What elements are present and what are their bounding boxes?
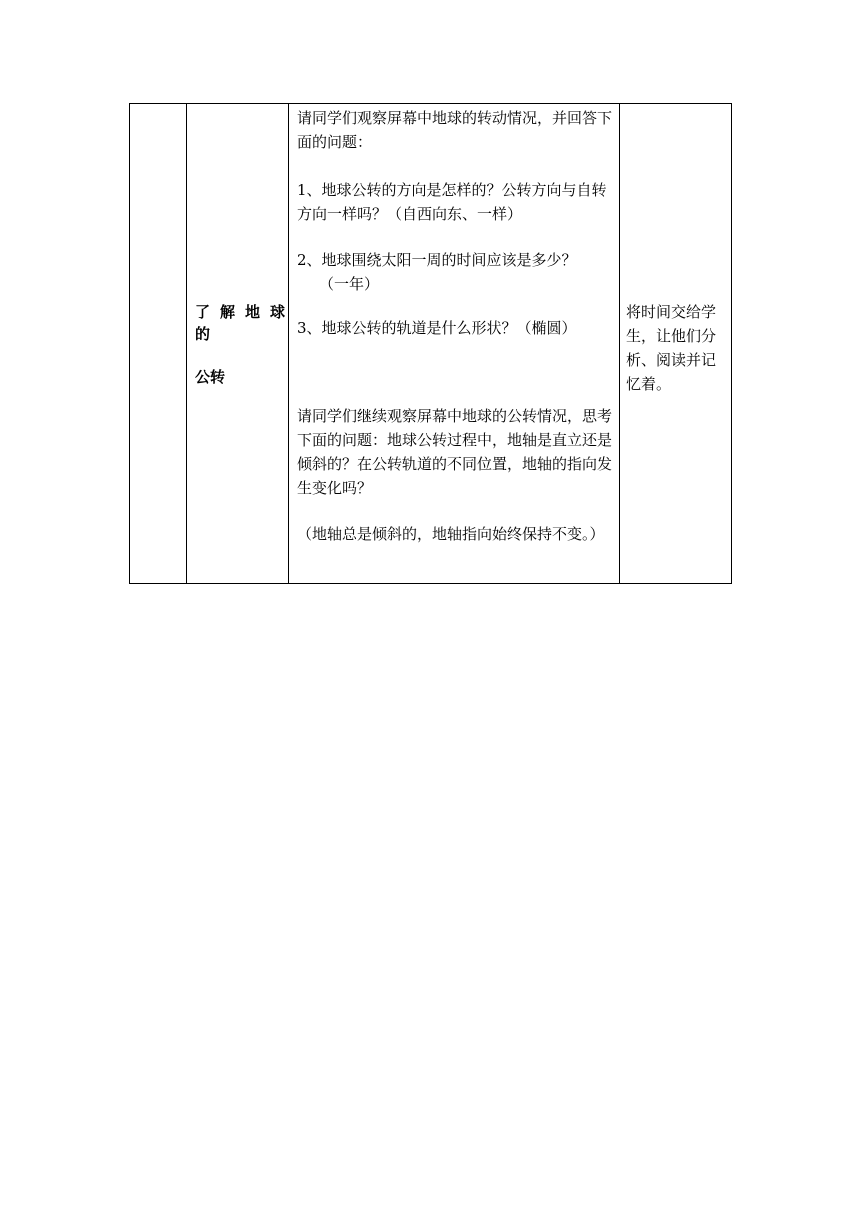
topic-line-2: 的	[195, 325, 211, 343]
content-cell	[289, 104, 620, 584]
answer-paragraph: （地轴总是倾斜的，地轴指向始终保持不变。）	[297, 525, 605, 543]
question-2: 2、地球围绕太阳一周的时间应该是多少？	[297, 251, 577, 269]
topic-label	[195, 301, 285, 388]
topic-cell	[187, 104, 289, 584]
question-2-answer: （一年）	[319, 275, 380, 293]
lesson-plan-table	[129, 103, 732, 584]
question-1: 1、地球公转的方向是怎样的？公转方向与自转方向一样吗？（自西向东、一样）	[297, 181, 607, 223]
topic-line-3: 公转	[195, 368, 226, 386]
topic-line-1: 了解地球	[195, 303, 285, 321]
empty-cell	[130, 104, 187, 584]
table-row	[130, 104, 732, 584]
intro-paragraph: 请同学们观察屏幕中地球的转动情况，并回答下面的问题：	[297, 109, 613, 151]
question-3: 3、地球公转的轨道是什么形状？（椭圆）	[297, 319, 577, 337]
intro-paragraph-2: 请同学们继续观察屏幕中地球的公转情况，思考下面的问题：地球公转过程中，地轴是直立还是倾斜的？在公转轨道的不同位置，地轴的指向发生变化吗？	[297, 407, 613, 497]
note-cell	[620, 104, 732, 584]
teacher-note: 将时间交给学生，让他们分析、阅读并记忆着。	[626, 303, 717, 393]
